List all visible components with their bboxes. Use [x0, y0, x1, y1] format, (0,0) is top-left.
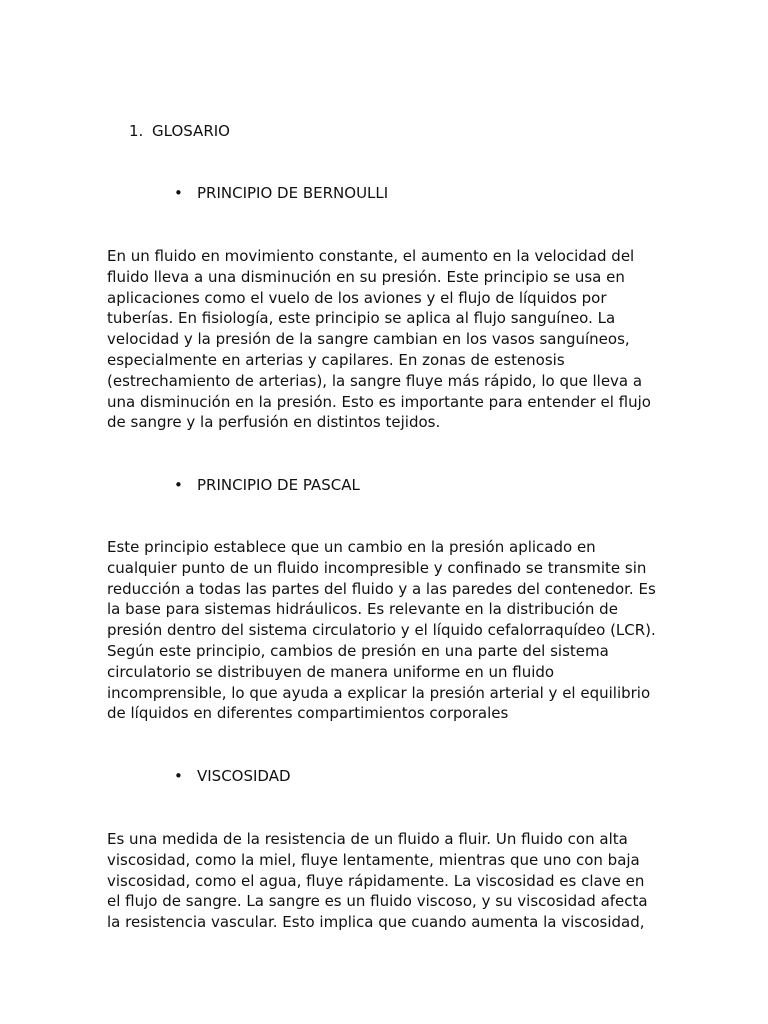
paragraph-line: el flujo de sangre. La sangre es un fluido viscoso, y su viscosidad afecta: [107, 892, 648, 911]
paragraph-line: tuberías. En fisiología, este principio se aplica al flujo sanguíneo. La: [107, 309, 616, 328]
paragraph-line: la resistencia vascular. Esto implica que cuando aumenta la viscosidad,: [107, 913, 645, 932]
entry-heading-label: VISCOSIDAD: [197, 767, 291, 785]
paragraph-line: presión dentro del sistema circulatorio y el líquido cefalorraquídeo (LCR).: [107, 621, 656, 640]
section-heading: [129, 121, 230, 141]
entry-heading-label: PRINCIPIO DE BERNOULLI: [197, 184, 389, 202]
paragraph-line: de líquidos en diferentes compartimientos corporales: [107, 704, 509, 723]
paragraph-line: especialmente en arterias y capilares. En zonas de estenosis: [107, 350, 565, 369]
section-number: 1.: [129, 122, 144, 140]
paragraph-line: (estrechamiento de arterias), la sangre fluye más rápido, lo que lleva a: [107, 371, 643, 390]
paragraph-line: de sangre y la perfusión en distintos tejidos.: [107, 413, 441, 432]
entry-heading-viscosidad: [174, 766, 291, 786]
entry-paragraph-viscosidad: [107, 829, 667, 933]
paragraph-line: Es una medida de la resistencia de un fluido a fluir. Un fluido con alta: [107, 830, 628, 848]
entry-paragraph-bernoulli: [107, 246, 667, 433]
entry-heading-label: PRINCIPIO DE PASCAL: [197, 476, 360, 494]
paragraph-line: Según este principio, cambios de presión en una parte del sistema: [107, 641, 609, 660]
paragraph-line: velocidad y la presión de la sangre cambian en los vasos sanguíneos,: [107, 330, 630, 349]
paragraph-line: Este principio establece que un cambio en la presión aplicado en: [107, 538, 596, 556]
entry-heading-pascal: [174, 475, 360, 495]
paragraph-line: la base para sistemas hidráulicos. Es relevante en la distribución de: [107, 600, 618, 619]
paragraph-line: viscosidad, como la miel, fluye lentamente, mientras que uno con baja: [107, 850, 640, 869]
paragraph-line: En un fluido en movimiento constante, el aumento en la velocidad del: [107, 247, 635, 265]
paragraph-line: cualquier punto de un fluido incompresible y confinado se transmite sin: [107, 558, 647, 577]
bullet-icon: •: [174, 767, 183, 785]
paragraph-line: circulatorio se distribuyen de manera uniforme en un fluido: [107, 662, 555, 681]
paragraph-line: aplicaciones como el vuelo de los aviones y el flujo de líquidos por: [107, 288, 607, 307]
paragraph-line: fluido lleva a una disminución en su presión. Este principio se usa en: [107, 267, 625, 286]
paragraph-line: una disminución en la presión. Esto es importante para entender el flujo: [107, 392, 651, 411]
paragraph-line: incomprensible, lo que ayuda a explicar la presión arterial y el equilibrio: [107, 683, 651, 702]
bullet-icon: •: [174, 476, 183, 494]
entry-paragraph-pascal: [107, 537, 667, 724]
bullet-icon: •: [174, 184, 183, 202]
paragraph-line: viscosidad, como el agua, fluye rápidamente. La viscosidad es clave en: [107, 871, 645, 890]
entry-heading-bernoulli: [174, 183, 388, 203]
paragraph-line: reducción a todas las partes del fluido y a las paredes del contenedor. Es: [107, 579, 656, 598]
section-title: GLOSARIO: [152, 122, 230, 140]
